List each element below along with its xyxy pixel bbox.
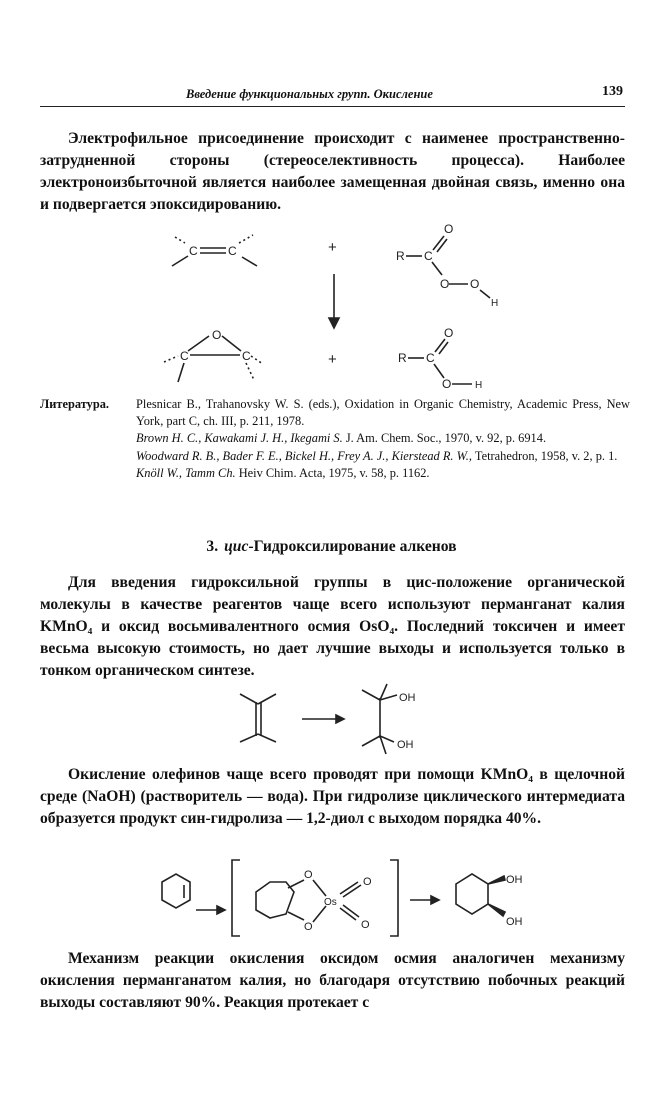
paragraph-cis-hydroxylation: Для введения гидроксильной группы в цис-положение органической молекулы в качестве реагентов чаще всего используют перманганат калия KMnO₄ и оксид восьмивалентного осмия OsO₄. Последний токсичен и имеет весьма высокую стоимость, но дает лучшие выходы и используется только в тонком органическом синтезе. xyxy=(40,574,625,679)
page-header xyxy=(40,84,625,107)
reaction-arrow-head xyxy=(329,318,339,328)
reference-item: Plesnicar B., Trahanovsky W. S. (eds.), Oxidation in Organic Chemistry, Academic Press, New York, part C, ch. III, p. 211, 1978. xyxy=(136,397,630,429)
peracid-r: R xyxy=(396,249,405,263)
section-number: 3. xyxy=(206,538,219,555)
peracid-o-carbonyl: O xyxy=(444,222,454,236)
hydroxyl-top: OH xyxy=(399,692,416,704)
cyclohexane-diol xyxy=(456,874,523,928)
osmium-oxidation-scheme xyxy=(138,852,538,944)
dihydroxylation-scheme xyxy=(222,680,442,760)
page-number: 139 xyxy=(602,84,623,99)
section-heading xyxy=(0,538,663,556)
cyclohexene-ring xyxy=(162,874,190,908)
arrow-1-head xyxy=(217,906,225,914)
hydroxyl-bottom: OH xyxy=(397,739,414,751)
acid-o-carbonyl: O xyxy=(444,326,454,340)
plus-sign-bottom: + xyxy=(328,351,337,368)
paragraph-permanganate-oxidation: Окисление олефинов чаще всего проводят при помощи KMnO₄ в щелочной среде (NaOH) (растворитель — вода). При гидролизе циклического интермедиата образуется продукт син-гидролиза — 1,2-диол с выходом порядка 40%. xyxy=(40,766,625,827)
reference-item: Brown H. C., Kawakami J. H., Ikegami S. J. Am. Chem. Soc., 1970, v. 92, p. 6914. xyxy=(136,431,547,446)
section-title-italic: цис xyxy=(224,538,249,555)
alkene-structure xyxy=(172,235,257,266)
epoxide-structure xyxy=(164,328,263,382)
osmate-ester-intermediate xyxy=(256,869,372,933)
paragraph-electrophilic-addition: Электрофильное присоединение происходит с наименее пространственно-затрудненной стороны (стереоселективность процесса). Наиболее электроноизбыточной является наиболее замещенная двойная связь, именно она и подвергается эпоксидированию. xyxy=(40,130,625,213)
tetrasubstituted-alkene xyxy=(240,694,276,742)
section-title-text: -Гидроксилирование алкенов xyxy=(248,538,457,555)
alkene-carbon-left: C xyxy=(189,244,198,258)
peracid-o1: O xyxy=(440,277,450,291)
arrow-head xyxy=(336,715,344,723)
ring-o-top: O xyxy=(304,869,313,881)
paragraph-osmium-mechanism: Механизм реакции окисления оксидом осмия аналогичен механизму окисления перманганатом калия, но благодаря отсутствию побочных реакций выходы составляют 90%. Реакция протекает с xyxy=(40,950,625,1011)
epoxide-c-left: C xyxy=(180,349,189,363)
acid-h: H xyxy=(475,380,483,391)
acid-r: R xyxy=(398,351,407,365)
references-label: Литература. xyxy=(40,397,110,411)
reference-item: Woodward R. B., Bader F. E., Bickel H., Frey A. J., Kierstead R. W., Tetrahedron, 1958, v. 2, p. 1. xyxy=(136,448,618,463)
peracid-o2: O xyxy=(470,277,480,291)
reference-item: Knöll W., Tamm Ch. Heiv Chim. Acta, 1975, v. 58, p. 1162. xyxy=(136,465,430,480)
osmium-atom: Os xyxy=(324,897,337,908)
epoxide-o: O xyxy=(212,328,222,342)
peracid-structure xyxy=(396,222,498,309)
running-title: Введение функциональных групп. Окисление xyxy=(186,87,433,101)
arrow-2-head xyxy=(431,896,439,904)
carboxylic-acid-structure xyxy=(398,326,482,391)
bracket-right xyxy=(390,860,398,936)
bracket-left xyxy=(232,860,240,936)
epoxide-c-right: C xyxy=(242,349,251,363)
acid-o: O xyxy=(442,377,452,391)
peracid-c: C xyxy=(424,249,433,263)
vicinal-diol xyxy=(362,684,416,754)
plus-sign-top: + xyxy=(328,239,337,256)
alkene-carbon-right: C xyxy=(228,244,237,258)
ring-o-bottom: O xyxy=(304,921,313,933)
epoxidation-scheme xyxy=(150,222,520,392)
os-oxo-bottom: O xyxy=(361,919,370,931)
acid-c: C xyxy=(426,351,435,365)
os-oxo-top: O xyxy=(363,876,372,888)
references-list xyxy=(136,396,630,482)
diol-oh-bottom: OH xyxy=(506,916,523,928)
diol-oh-top: OH xyxy=(506,874,523,886)
peracid-h: H xyxy=(491,298,499,309)
